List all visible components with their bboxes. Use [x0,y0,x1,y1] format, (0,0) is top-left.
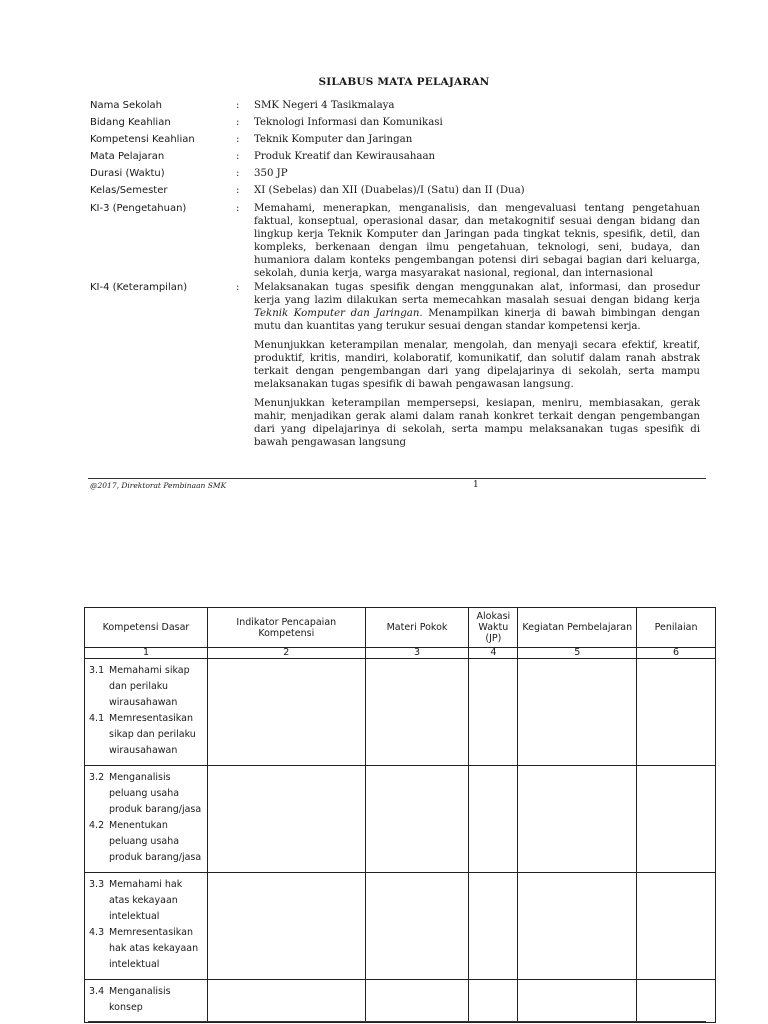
empty-cell [207,766,365,873]
empty-cell [469,873,518,980]
empty-cell [365,980,469,1023]
field-colon: : [236,203,240,214]
kd-text: Memresentasikan sikap dan perilaku wirausahawan [109,713,196,756]
empty-cell [469,659,518,766]
kd-number: 4.2 [89,820,105,831]
kd-text: Memresentasikan hak atas kekayaan intelektual [109,927,199,970]
ki4-text-block [254,281,700,449]
field-label: Mata Pelajaran [90,151,165,162]
page-number: 1 [473,480,479,490]
column-number: 4 [469,648,518,659]
kd-text: Menentukan peluang usaha produk barang/jasa [109,820,202,863]
ki3-text: Memahami, menerapkan, menganalisis, dan mengevaluasi tentang pengetahuan faktual, konseptual, operasional dasar, dan metakognitif sesuai dengan bidang dan lingkup kerja Teknik Komputer dan Jaringan pada tingkat teknis, spesifik, detil, dan kompleks, berkenaan dengan ilmu pengetahuan, teknologi, seni, budaya, dan humaniora dalam konteks pengembangan potensi diri sebagai bagian dari keluarga, sekolah, dunia kerja, warga masyarakat nasional, regional, dan internasional [254,203,700,279]
field-label: Nama Sekolah [90,100,162,111]
syllabus-table [84,607,716,1023]
header-alokasi-waktu: Alokasi Waktu (JP) [469,608,518,648]
ki4-p1-text-end: Menampilkan kinerja di bawah bimbingan dengan mutu dan kuantitas yang terukur sesuai dengan standar kompetensi kerja. [254,308,700,332]
ki3-text-block [254,202,700,280]
empty-cell [518,659,637,766]
table-number-row [85,648,716,659]
empty-cell [518,873,637,980]
field-label: Durasi (Waktu) [90,168,165,179]
ki4-label: KI-4 (Keterampilan) [90,282,188,293]
document-title: SILABUS MATA PELAJARAN [318,76,490,88]
empty-cell [518,980,637,1023]
field-label: Bidang Keahlian [90,117,171,128]
field-label: Kelas/Semester [90,185,168,196]
ki4-p1-italic: Teknik Komputer dan Jaringan. [254,308,423,319]
column-number: 3 [365,648,469,659]
bottom-divider [88,1021,706,1022]
ki4-p1-text: Melaksanakan tugas spesifik dengan menggunakan alat, informasi, dan prosedur kerja yang lazim dilakukan serta memecahkan masalah sesuai dengan bidang kerja [254,282,700,306]
empty-cell [207,980,365,1023]
kd-cell [85,873,208,980]
empty-cell [637,659,716,766]
empty-cell [365,659,469,766]
empty-cell [637,766,716,873]
ki4-paragraph-2: Menunjukkan keterampilan menalar, mengolah, dan menyaji secara efektif, kreatif, produktif, kritis, mandiri, kolaboratif, komunikatif, dan solutif dalam ranah abstrak terkait dengan pengembangan dari yang dipelajarinya di sekolah, serta mampu melaksanakan tugas spesifik di bawah pengawasan langsung. [254,340,700,390]
empty-cell [637,873,716,980]
field-value: Teknologi Informasi dan Komunikasi [254,117,443,128]
kd-number: 4.1 [89,713,105,724]
ki4-paragraph-3: Menunjukkan keterampilan mempersepsi, kesiapan, meniru, membiasakan, gerak mahir, menjadikan gerak alami dalam ranah konkret terkait dengan pengembangan dari yang dipelajarinya di sekolah, serta mampu melaksanakan tugas spesifik di bawah pengawasan langsung [254,398,700,448]
empty-cell [365,766,469,873]
table-row [85,766,716,873]
column-number: 6 [637,648,716,659]
field-colon: : [236,151,240,162]
table-row [85,873,716,980]
footer-copyright: @2017, Direktorat Pembinaan SMK [90,481,227,490]
empty-cell [637,980,716,1023]
field-colon: : [236,134,240,145]
kd-text: Memahami hak atas kekayaan intelektual [109,879,183,922]
ki3-label: KI-3 (Pengetahuan) [90,203,187,214]
kd-number: 3.1 [89,665,105,676]
header-indikator: Indikator Pencapaian Kompetensi [207,608,365,648]
header-penilaian: Penilaian [637,608,716,648]
field-colon: : [236,100,240,111]
field-colon: : [236,185,240,196]
field-value: Teknik Komputer dan Jaringan [254,134,413,145]
kd-text: Memahami sikap dan perilaku wirausahawan [109,665,190,708]
kd-text: Menganalisis peluang usaha produk barang/jasa [109,772,202,815]
field-colon: : [236,168,240,179]
kd-item [89,663,203,711]
header-kegiatan: Kegiatan Pembelajaran [518,608,637,648]
kd-cell [85,659,208,766]
kd-cell [85,980,208,1023]
header-kompetensi-dasar: Kompetensi Dasar [85,608,208,648]
table-row [85,980,716,1023]
column-number: 2 [207,648,365,659]
kd-number: 4.3 [89,927,105,938]
empty-cell [518,766,637,873]
column-number: 1 [85,648,208,659]
kd-text: Menganalisis konsep [109,986,171,1013]
kd-item [89,984,203,1016]
field-colon: : [236,117,240,128]
kd-item [89,877,203,925]
kd-number: 3.3 [89,879,105,890]
empty-cell [365,873,469,980]
kd-number: 3.4 [89,986,105,997]
field-value: Produk Kreatif dan Kewirausahaan [254,151,436,162]
empty-cell [469,980,518,1023]
empty-cell [207,873,365,980]
field-label: Kompetensi Keahlian [90,134,195,145]
column-number: 5 [518,648,637,659]
field-value: XI (Sebelas) dan XII (Duabelas)/I (Satu) dan II (Dua) [254,185,525,196]
kd-number: 3.2 [89,772,105,783]
empty-cell [207,659,365,766]
kd-item [89,711,203,759]
kd-item [89,770,203,818]
field-value: SMK Negeri 4 Tasikmalaya [254,100,395,111]
ki4-paragraph-1 [254,281,700,333]
table-header-row [85,608,716,648]
field-colon: : [236,282,240,293]
footer-divider [88,478,706,479]
kd-item [89,925,203,973]
field-value: 350 JP [254,168,288,179]
empty-cell [469,766,518,873]
table-row [85,659,716,766]
kd-cell [85,766,208,873]
header-materi-pokok: Materi Pokok [365,608,469,648]
kd-item [89,818,203,866]
